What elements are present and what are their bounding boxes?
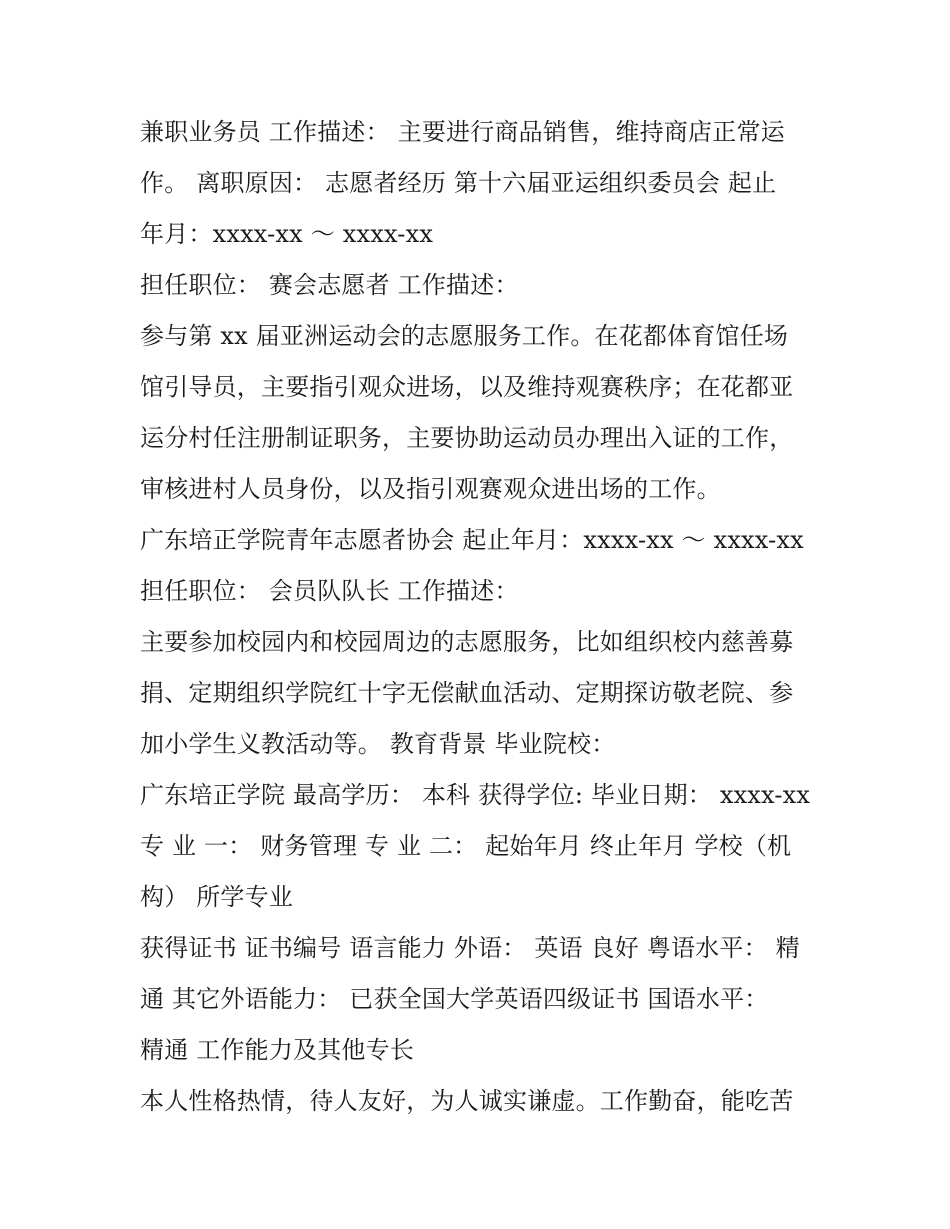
text-line: 馆引导员，主要指引观众进场，以及维持观赛秩序；在花都亚	[140, 373, 794, 401]
text-line: 运分村任注册制证职务，主要协助运动员办理出入证的工作，	[140, 424, 794, 452]
text-line: 精通 工作能力及其他专长	[140, 1036, 415, 1064]
text-line: 获得证书 证书编号 语言能力 外语： 英语 良好 粤语水平： 精	[140, 934, 800, 962]
text-line: 本人性格热情，待人友好，为人诚实谦虚。工作勤奋，能吃苦	[140, 1087, 794, 1115]
text-line: 参与第 xx 届亚洲运动会的志愿服务工作。在花都体育馆任场	[140, 322, 789, 350]
text-line: 担任职位： 赛会志愿者 工作描述：	[140, 271, 519, 299]
text-line: 专 业 一： 财务管理 专 业 二： 起始年月 终止年月 学校（机	[140, 832, 792, 860]
text-line: 作。 离职原因： 志愿者经历 第十六届亚运组织委员会 起止	[140, 169, 777, 197]
text-line: 主要参加校园内和校园周边的志愿服务，比如组织校内慈善募	[140, 628, 794, 656]
text-line: 审核进村人员身份，以及指引观赛观众进出场的工作。	[140, 475, 721, 503]
document-body	[140, 107, 820, 1127]
text-line: 广东培正学院青年志愿者协会 起止年月：xxxx-xx ～ xxxx-xx	[140, 526, 804, 554]
text-line: 兼职业务员 工作描述： 主要进行商品销售，维持商店正常运	[140, 118, 785, 146]
text-line: 构） 所学专业	[140, 883, 294, 911]
text-line: 担任职位： 会员队队长 工作描述：	[140, 577, 519, 605]
text-line: 年月：xxxx-xx ～ xxxx-xx	[140, 220, 434, 248]
text-line: 加小学生义教活动等。 教育背景 毕业院校：	[140, 730, 616, 758]
text-line: 捐、定期组织学院红十字无偿献血活动、定期探访敬老院、参	[140, 679, 794, 707]
text-line: 通 其它外语能力： 已获全国大学英语四级证书 国语水平：	[140, 985, 769, 1013]
text-line: 广东培正学院 最高学历： 本科 获得学位: 毕业日期： xxxx-xx	[140, 781, 811, 809]
